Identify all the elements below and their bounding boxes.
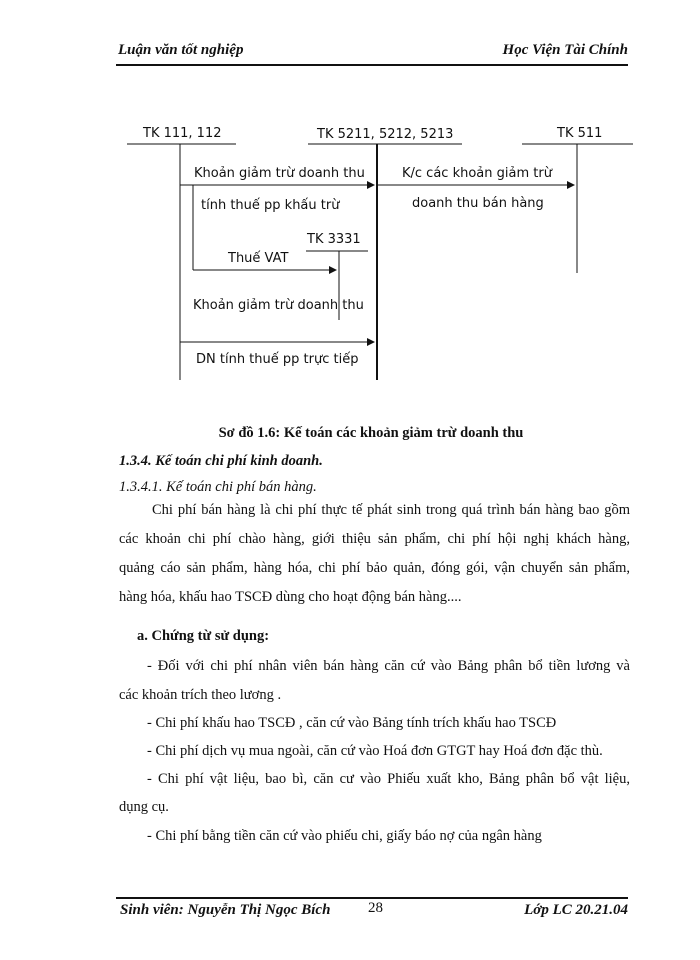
transfer-label-2: doanh thu bán hàng: [412, 196, 544, 211]
transfer-label-1: K/c các khoản giảm trừ: [402, 166, 552, 181]
diagram-caption: Sơ đồ 1.6: Kế toán các khoản giảm trừ doanh thu: [218, 425, 524, 441]
tk511-label: TK 511: [557, 126, 603, 141]
direct-method-label: DN tính thuế pp trực tiếp: [196, 352, 359, 367]
document-item-4-cont: dụng cụ.: [119, 799, 169, 815]
header-left: Luận văn tốt nghiệp: [118, 42, 244, 58]
footer-rule: [116, 897, 628, 899]
documents-heading: a. Chứng từ sử dụng:: [137, 628, 270, 644]
reduce-revenue-label-1: Khoản giảm trừ doanh thu: [194, 166, 365, 181]
paragraph-line-1: Chi phí bán hàng là chi phí thực tế phát sinh trong quá trình bán hàng bao gồm: [152, 502, 630, 518]
tk521-label: TK 5211, 5212, 5213: [317, 127, 454, 142]
document-item-4: - Chi phí vật liệu, bao bì, căn cư vào Phiếu xuất kho, Bảng phân bổ vật liệu,: [147, 771, 630, 787]
document-item-2: - Chi phí khấu hao TSCĐ , căn cứ vào Bảng tính trích khấu hao TSCĐ: [147, 715, 557, 731]
document-item-5: - Chi phí bằng tiền căn cứ vào phiếu chi, giấy báo nợ của ngân hàng: [147, 828, 542, 844]
reduce-revenue-label-2: Khoản giảm trừ doanh thu: [193, 298, 364, 313]
footer-student: Sinh viên: Nguyễn Thị Ngọc Bích: [120, 902, 331, 918]
document-item-1-cont: các khoản trích theo lương .: [119, 687, 282, 703]
section-heading: 1.3.4. Kế toán chi phí kinh doanh.: [119, 453, 323, 469]
paragraph-line-3: quảng cáo sản phẩm, hàng hóa, chi phí bảo quản, đóng gói, vận chuyển sản phẩm,: [119, 560, 630, 576]
vat-label: Thuế VAT: [228, 251, 289, 266]
paragraph-line-2: các khoản chi phí chào hàng, giới thiệu sản phẩm, chi phí hội nghị khách hàng,: [119, 531, 630, 547]
paragraph-line-4: hàng hóa, khấu hao TSCĐ dùng cho hoạt động bán hàng....: [119, 589, 462, 605]
footer-class: Lớp LC 20.21.04: [524, 902, 628, 918]
deduction-method-label: tính thuế pp khấu trừ: [201, 198, 340, 213]
document-item-3: - Chi phí dịch vụ mua ngoài, căn cứ vào Hoá đơn GTGT hay Hoá đơn đặc thù.: [147, 743, 603, 759]
tk3331-label: TK 3331: [307, 232, 361, 247]
page-number: 28: [368, 900, 383, 916]
tk111-label: TK 111, 112: [143, 126, 222, 141]
header-right: Học Viện Tài Chính: [502, 42, 628, 58]
subsection-heading: 1.3.4.1. Kế toán chi phí bán hàng.: [119, 479, 317, 495]
document-item-1: - Đối với chi phí nhân viên bán hàng căn cứ vào Bảng phân bổ tiền lương và: [147, 658, 630, 674]
